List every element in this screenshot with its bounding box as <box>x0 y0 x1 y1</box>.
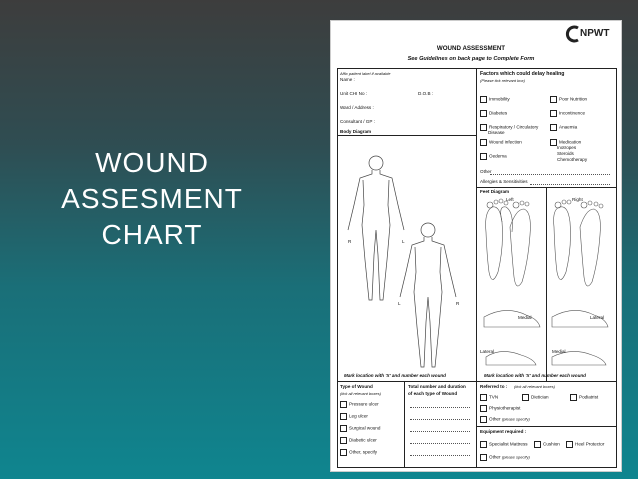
checkbox[interactable] <box>340 413 347 420</box>
checkbox[interactable] <box>340 437 347 444</box>
body-l-back: L <box>398 301 401 306</box>
medication-steroids: Steroids <box>557 151 574 156</box>
factor-poor-nutrition[interactable]: Poor Nutrition <box>550 96 587 103</box>
factors-note: (Please tick relevant box) <box>480 78 525 83</box>
divider-equipment <box>476 426 616 427</box>
ward-label: Ward / Address : <box>340 105 374 110</box>
referred-podiatrist[interactable]: Podiatrist <box>570 394 598 401</box>
wound-diabetic-ulcer[interactable]: Diabetic ulcer <box>340 437 377 444</box>
medication-chemotherapy: Chemotherapy <box>557 157 588 162</box>
body-l-front: L <box>402 239 405 244</box>
slide-title <box>52 145 252 253</box>
checkbox[interactable] <box>534 441 541 448</box>
feet-medial-2: Medial <box>552 349 566 354</box>
referred-note: (tick all relevant boxes) <box>514 384 555 389</box>
allergies-label: Allergies & Sensitivities <box>480 179 528 184</box>
factors-title: Factors which could delay healing <box>480 71 565 77</box>
equipment-heel-protector[interactable]: Heel Protector <box>566 441 604 448</box>
factor-medication[interactable]: Medication <box>550 139 581 146</box>
equipment-mattress[interactable]: Specialist Mattress <box>480 441 528 448</box>
body-diagram <box>338 135 476 385</box>
name-label: Name : <box>340 77 355 82</box>
wound-leg-ulcer[interactable]: Leg ulcer <box>340 413 368 420</box>
feet-lateral-1: Lateral <box>590 315 605 320</box>
wound-pressure-ulcer[interactable]: Pressure ulcer <box>340 401 379 408</box>
checkbox[interactable] <box>550 110 557 117</box>
body-diagram-label: Body Diagram <box>340 129 372 134</box>
checkbox[interactable] <box>480 394 487 401</box>
logo-text: NPWT <box>580 28 610 39</box>
wound-total-field-2[interactable] <box>410 419 470 420</box>
factor-respiratory[interactable]: Respiratory / Circulatory <box>480 124 538 131</box>
factor-oedema[interactable]: Oedema <box>480 153 507 160</box>
wound-type-title: Type of Wound <box>340 384 373 389</box>
title-line-3: CHART <box>101 219 203 250</box>
medication-inotropes: Inotropes <box>557 145 577 150</box>
checkbox[interactable] <box>480 124 487 131</box>
factor-anaemia[interactable]: Anaemia <box>550 124 577 131</box>
checkbox[interactable] <box>480 110 487 117</box>
wound-total-field-3[interactable] <box>410 431 470 432</box>
checkbox[interactable] <box>480 441 487 448</box>
factor-other-field[interactable] <box>490 174 610 175</box>
factor-immobility[interactable]: Immobility <box>480 96 510 103</box>
factor-diabetes[interactable]: Diabetes <box>480 110 507 117</box>
feet-lateral-2: Lateral <box>480 349 495 354</box>
factor-incontinence[interactable]: Incontinence <box>550 110 585 117</box>
checkbox[interactable] <box>522 394 529 401</box>
feet-right-label: Right <box>572 197 583 202</box>
checkbox[interactable] <box>340 401 347 408</box>
npwt-logo <box>566 25 616 43</box>
unit-label: Unit CHI No : <box>340 91 368 96</box>
checkbox[interactable] <box>480 454 487 461</box>
checkbox[interactable] <box>550 124 557 131</box>
wound-total-field-5[interactable] <box>410 455 470 456</box>
title-line-1: WOUND <box>95 147 209 178</box>
wound-type-note: (tick all relevant boxes) <box>340 391 381 396</box>
feet-medial-1: Medial <box>518 315 532 320</box>
wound-total-field-4[interactable] <box>410 443 470 444</box>
divider-wound-cols <box>404 381 405 467</box>
checkbox[interactable] <box>480 405 487 412</box>
feet-diagram <box>476 187 616 377</box>
checkbox[interactable] <box>550 96 557 103</box>
mark-location-right: Mark location with 'X' and number each wound <box>484 373 586 378</box>
referred-other[interactable]: Other (please specify) <box>480 416 530 423</box>
dob-label: D.O.B : <box>418 91 434 96</box>
equipment-other[interactable]: Other (please specify) <box>480 454 530 461</box>
checkbox[interactable] <box>480 416 487 423</box>
checkbox[interactable] <box>566 441 573 448</box>
feet-left-label: Left <box>506 197 514 202</box>
checkbox[interactable] <box>480 153 487 160</box>
factor-respiratory-disease: Disease <box>488 130 505 135</box>
checkbox[interactable] <box>480 139 487 146</box>
factor-other-label: Other <box>480 169 492 174</box>
wound-total-field-1[interactable] <box>410 407 470 408</box>
referred-dietician[interactable]: Dietician <box>522 394 549 401</box>
form-title: WOUND ASSESSMENT <box>436 45 506 52</box>
consultant-label: Consultant / GP : <box>340 119 375 124</box>
checkbox[interactable] <box>570 394 577 401</box>
checkbox[interactable] <box>480 96 487 103</box>
affix-label: Affix patient label if available <box>340 71 391 76</box>
allergies-field[interactable] <box>530 184 610 185</box>
feet-diagram-label: Feet Diagram <box>480 189 510 194</box>
wound-total-sub: of each type of Wound <box>408 391 458 396</box>
form-grid <box>337 68 617 468</box>
body-r-front: R <box>348 239 352 244</box>
form-subtitle: See Guidelines on back page to Complete Form <box>407 56 535 62</box>
checkbox[interactable] <box>550 139 557 146</box>
wound-total-title: Total number and duration <box>408 384 466 389</box>
factor-wound-infection[interactable]: Wound infection <box>480 139 522 146</box>
checkbox[interactable] <box>340 425 347 432</box>
title-line-2: ASSESMENT <box>61 183 243 214</box>
equipment-title: Equipment required : <box>480 429 527 434</box>
wound-other[interactable]: Other, specify <box>340 449 377 456</box>
mark-location-left: Mark location with 'X' and number each wound <box>344 373 446 378</box>
wound-assessment-form <box>330 20 622 472</box>
body-r-back: R <box>456 301 460 306</box>
equipment-cushion[interactable]: Cushion <box>534 441 560 448</box>
checkbox[interactable] <box>340 449 347 456</box>
wound-surgical[interactable]: Surgical wound <box>340 425 380 432</box>
referred-tvn[interactable]: TVN <box>480 394 498 401</box>
referred-physiotherapist[interactable]: Physiotherapist <box>480 405 520 412</box>
referred-title: Referred to : <box>480 384 508 389</box>
